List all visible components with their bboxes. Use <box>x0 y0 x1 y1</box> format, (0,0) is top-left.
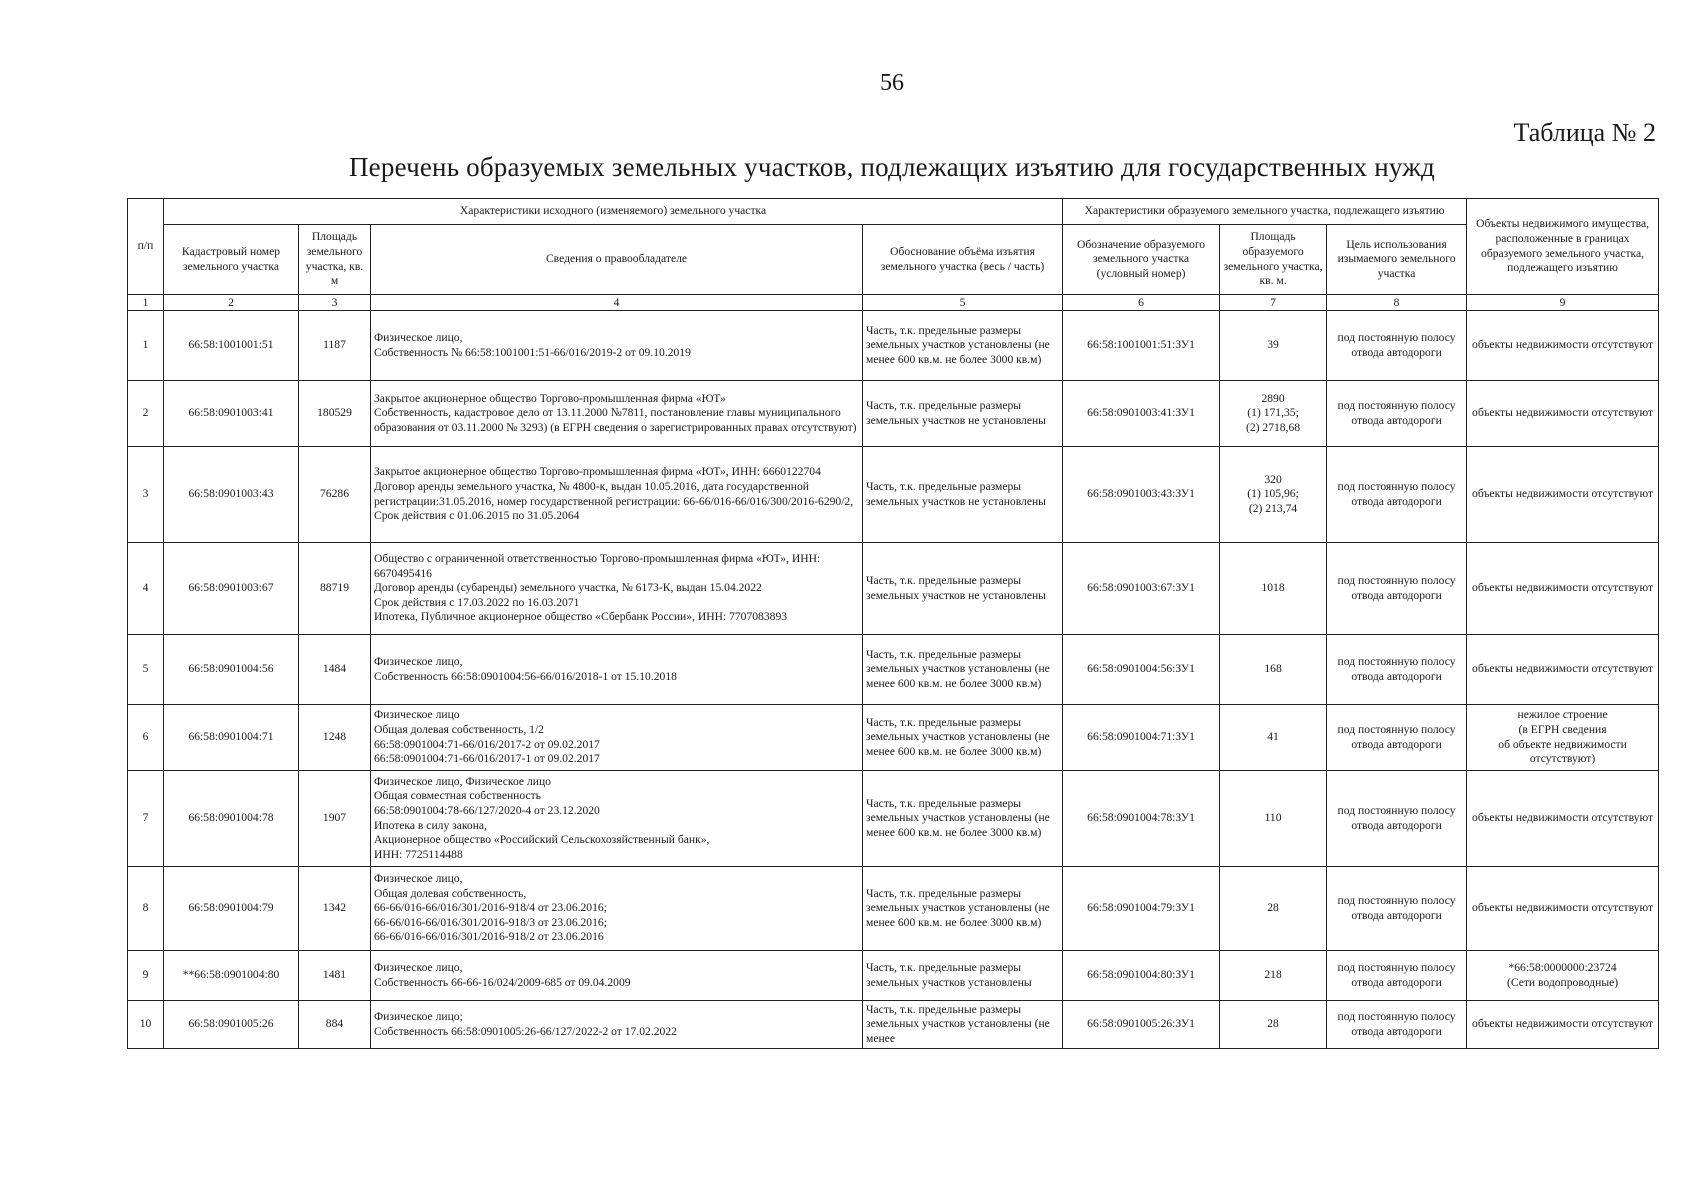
cell-cadastral: 66:58:0901003:67 <box>164 543 299 635</box>
cell-cadastral: 66:58:0901003:41 <box>164 381 299 447</box>
cell-formed-area: 110 <box>1220 771 1327 867</box>
cell-objects: объекты недвижимости отсутствуют <box>1467 635 1659 705</box>
cell-basis: Часть, т.к. предельные размеры земельных участков установлены (не менее 600 кв.м. не более 3000 кв.м) <box>863 311 1063 381</box>
cell-area: 1187 <box>299 311 371 381</box>
cell-number: 3 <box>128 447 164 543</box>
header-group-formed: Характеристики образуемого земельного участка, подлежащего изъятию <box>1063 199 1467 225</box>
cell-basis: Часть, т.к. предельные размеры земельных участков установлены (не менее 600 кв.м. не более 3000 кв.м) <box>863 705 1063 771</box>
table-row <box>128 1001 1659 1049</box>
table-row <box>128 543 1659 635</box>
cell-purpose: под постоянную полосу отвода автодороги <box>1327 311 1467 381</box>
cell-basis: Часть, т.к. предельные размеры земельных участков установлены <box>863 951 1063 1001</box>
cell-objects: объекты недвижимости отсутствуют <box>1467 867 1659 951</box>
land-plots-table <box>127 198 1659 1049</box>
cell-objects: нежилое строение (в ЕГРН сведения об объекте недвижимости отсутствуют) <box>1467 705 1659 771</box>
header-area: Площадь земельного участка, кв. м <box>299 225 371 295</box>
cell-basis: Часть, т.к. предельные размеры земельных участков установлены (не менее 600 кв.м. не более 3000 кв.м) <box>863 771 1063 867</box>
cell-purpose: под постоянную полосу отвода автодороги <box>1327 635 1467 705</box>
cell-owner: Физическое лицо Общая долевая собственность, 1/2 66:58:0901004:71-66/016/2017-2 от 09.02.2017 66:58:0901004:71-66/016/2017-1 от 09.02.2017 <box>371 705 863 771</box>
cell-owner: Закрытое акционерное общество Торгово-промышленная фирма «ЮТ», ИНН: 6660122704 Договор аренды земельного участка, № 4800-к, выдан 10.05.2016, дата государственной регистрации:31.05.2016, номер государственной регистрации: 66-66/016-66/016/300/2016-6290/2, Срок действия с 01.06.2015 по 31.05.2064 <box>371 447 863 543</box>
cell-designation: 66:58:0901004:56:ЗУ1 <box>1063 635 1220 705</box>
cell-formed-area: 1018 <box>1220 543 1327 635</box>
table-row <box>128 447 1659 543</box>
table-row <box>128 867 1659 951</box>
cell-formed-area: 218 <box>1220 951 1327 1001</box>
cell-objects: объекты недвижимости отсутствуют <box>1467 771 1659 867</box>
column-number: 1 <box>128 295 164 311</box>
header-formed-area: Площадь образуемого земельного участка, кв. м. <box>1220 225 1327 295</box>
cell-number: 4 <box>128 543 164 635</box>
cell-purpose: под постоянную полосу отвода автодороги <box>1327 705 1467 771</box>
cell-objects: объекты недвижимости отсутствуют <box>1467 311 1659 381</box>
cell-cadastral: 66:58:0901005:26 <box>164 1001 299 1049</box>
header-cadastral: Кадастровый номер земельного участка <box>164 225 299 295</box>
cell-basis: Часть, т.к. предельные размеры земельных участков установлены (не менее 600 кв.м. не более 3000 кв.м) <box>863 867 1063 951</box>
cell-designation: 66:58:1001001:51:ЗУ1 <box>1063 311 1220 381</box>
cell-number: 8 <box>128 867 164 951</box>
cell-owner: Физическое лицо, Собственность № 66:58:1001001:51-66/016/2019-2 от 09.10.2019 <box>371 311 863 381</box>
cell-objects: *66:58:0000000:23724 (Сети водопроводные) <box>1467 951 1659 1001</box>
column-number: 7 <box>1220 295 1327 311</box>
cell-area: 88719 <box>299 543 371 635</box>
cell-owner: Физическое лицо, Собственность 66-66-16/024/2009-685 от 09.04.2009 <box>371 951 863 1001</box>
header-purpose: Цель использования изымаемого земельного участка <box>1327 225 1467 295</box>
table-row <box>128 311 1659 381</box>
cell-objects: объекты недвижимости отсутствуют <box>1467 447 1659 543</box>
cell-cadastral: 66:58:0901004:71 <box>164 705 299 771</box>
table-row <box>128 635 1659 705</box>
cell-formed-area: 320 (1) 105,96; (2) 213,74 <box>1220 447 1327 543</box>
cell-formed-area: 28 <box>1220 1001 1327 1049</box>
cell-formed-area: 41 <box>1220 705 1327 771</box>
table-row <box>128 951 1659 1001</box>
column-number: 4 <box>371 295 863 311</box>
cell-purpose: под постоянную полосу отвода автодороги <box>1327 447 1467 543</box>
cell-designation: 66:58:0901004:78:ЗУ1 <box>1063 771 1220 867</box>
cell-cadastral: **66:58:0901004:80 <box>164 951 299 1001</box>
column-number: 2 <box>164 295 299 311</box>
column-number: 8 <box>1327 295 1467 311</box>
cell-area: 884 <box>299 1001 371 1049</box>
cell-number: 7 <box>128 771 164 867</box>
cell-area: 1481 <box>299 951 371 1001</box>
header-objects: Объекты недвижимого имущества, расположенные в границах образуемого земельного участка, подлежащего изъятию <box>1467 199 1659 295</box>
cell-owner: Физическое лицо, Физическое лицо Общая совместная собственность 66:58:0901004:78-66/127/2020-4 от 23.12.2020 Ипотека в силу закона, Акционерное общество «Российский Сельскохозяйственный банк», ИНН: 7725114488 <box>371 771 863 867</box>
cell-cadastral: 66:58:0901004:79 <box>164 867 299 951</box>
header-designation: Обозначение образуемого земельного участка (условный номер) <box>1063 225 1220 295</box>
table-row <box>128 705 1659 771</box>
cell-number: 1 <box>128 311 164 381</box>
cell-purpose: под постоянную полосу отвода автодороги <box>1327 771 1467 867</box>
cell-purpose: под постоянную полосу отвода автодороги <box>1327 867 1467 951</box>
document-title: Перечень образуемых земельных участков, подлежащих изъятию для государственных нужд <box>348 152 1435 182</box>
cell-basis: Часть, т.к. предельные размеры земельных участков не установлены <box>863 381 1063 447</box>
cell-cadastral: 66:58:1001001:51 <box>164 311 299 381</box>
column-number: 6 <box>1063 295 1220 311</box>
cell-designation: 66:58:0901004:80:ЗУ1 <box>1063 951 1220 1001</box>
cell-objects: объекты недвижимости отсутствуют <box>1467 543 1659 635</box>
cell-owner: Физическое лицо; Собственность 66:58:0901005:26-66/127/2022-2 от 17.02.2022 <box>371 1001 863 1049</box>
cell-basis: Часть, т.к. предельные размеры земельных участков установлены (не менее <box>863 1001 1063 1049</box>
cell-designation: 66:58:0901005:26:ЗУ1 <box>1063 1001 1220 1049</box>
cell-designation: 66:58:0901003:41:ЗУ1 <box>1063 381 1220 447</box>
cell-cadastral: 66:58:0901003:43 <box>164 447 299 543</box>
cell-purpose: под постоянную полосу отвода автодороги <box>1327 381 1467 447</box>
cell-purpose: под постоянную полосу отвода автодороги <box>1327 543 1467 635</box>
header-group-source: Характеристики исходного (изменяемого) земельного участка <box>164 199 1063 225</box>
cell-number: 9 <box>128 951 164 1001</box>
cell-basis: Часть, т.к. предельные размеры земельных участков не установлены <box>863 543 1063 635</box>
cell-objects: объекты недвижимости отсутствуют <box>1467 381 1659 447</box>
cell-area: 1484 <box>299 635 371 705</box>
column-number: 5 <box>863 295 1063 311</box>
cell-purpose: под постоянную полосу отвода автодороги <box>1327 1001 1467 1049</box>
cell-cadastral: 66:58:0901004:56 <box>164 635 299 705</box>
cell-designation: 66:58:0901004:71:ЗУ1 <box>1063 705 1220 771</box>
cell-area: 180529 <box>299 381 371 447</box>
header-owner: Сведения о правообладателе <box>371 225 863 295</box>
cell-designation: 66:58:0901004:79:ЗУ1 <box>1063 867 1220 951</box>
cell-designation: 66:58:0901003:67:ЗУ1 <box>1063 543 1220 635</box>
table-row <box>128 771 1659 867</box>
header-basis: Обоснование объёма изъятия земельного участка (весь / часть) <box>863 225 1063 295</box>
cell-area: 1342 <box>299 867 371 951</box>
cell-basis: Часть, т.к. предельные размеры земельных участков не установлены <box>863 447 1063 543</box>
table-label: Таблица № 2 <box>1513 118 1656 147</box>
cell-purpose: под постоянную полосу отвода автодороги <box>1327 951 1467 1001</box>
cell-number: 2 <box>128 381 164 447</box>
cell-number: 5 <box>128 635 164 705</box>
table-row <box>128 381 1659 447</box>
page-number: 56 <box>880 70 904 96</box>
column-number: 9 <box>1467 295 1659 311</box>
cell-area: 1907 <box>299 771 371 867</box>
cell-owner: Общество с ограниченной ответственностью Торгово-промышленная фирма «ЮТ», ИНН: 6670495416 Договор аренды (субаренды) земельного участка, № 6173-К, выдан 15.04.2022 Срок действия с 17.03.2022 по 16.03.2071 Ипотека, Публичное акционерное общество «Сбербанк России», ИНН: 7707083893 <box>371 543 863 635</box>
cell-owner: Физическое лицо, Общая долевая собственность, 66-66/016-66/016/301/2016-918/4 от 23.06.2016; 66-66/016-66/016/301/2016-918/3 от 23.06.2016; 66-66/016-66/016/301/2016-918/2 от 23.06.2016 <box>371 867 863 951</box>
cell-designation: 66:58:0901003:43:ЗУ1 <box>1063 447 1220 543</box>
cell-cadastral: 66:58:0901004:78 <box>164 771 299 867</box>
column-number: 3 <box>299 295 371 311</box>
cell-objects: объекты недвижимости отсутствуют <box>1467 1001 1659 1049</box>
cell-formed-area: 39 <box>1220 311 1327 381</box>
cell-number: 6 <box>128 705 164 771</box>
cell-owner: Закрытое акционерное общество Торгово-промышленная фирма «ЮТ» Собственность, кадастровое дело от 13.11.2000 №7811, постановление главы муниципального образования от 03.11.2000 № 3293) (в ЕГРН сведения о зарегистрированных правах отсутствуют) <box>371 381 863 447</box>
cell-formed-area: 168 <box>1220 635 1327 705</box>
cell-owner: Физическое лицо, Собственность 66:58:0901004:56-66/016/2018-1 от 15.10.2018 <box>371 635 863 705</box>
cell-formed-area: 28 <box>1220 867 1327 951</box>
cell-number: 10 <box>128 1001 164 1049</box>
cell-formed-area: 2890 (1) 171,35; (2) 2718,68 <box>1220 381 1327 447</box>
cell-area: 76286 <box>299 447 371 543</box>
cell-basis: Часть, т.к. предельные размеры земельных участков установлены (не менее 600 кв.м. не более 3000 кв.м) <box>863 635 1063 705</box>
cell-area: 1248 <box>299 705 371 771</box>
header-np: п/п <box>128 199 164 295</box>
